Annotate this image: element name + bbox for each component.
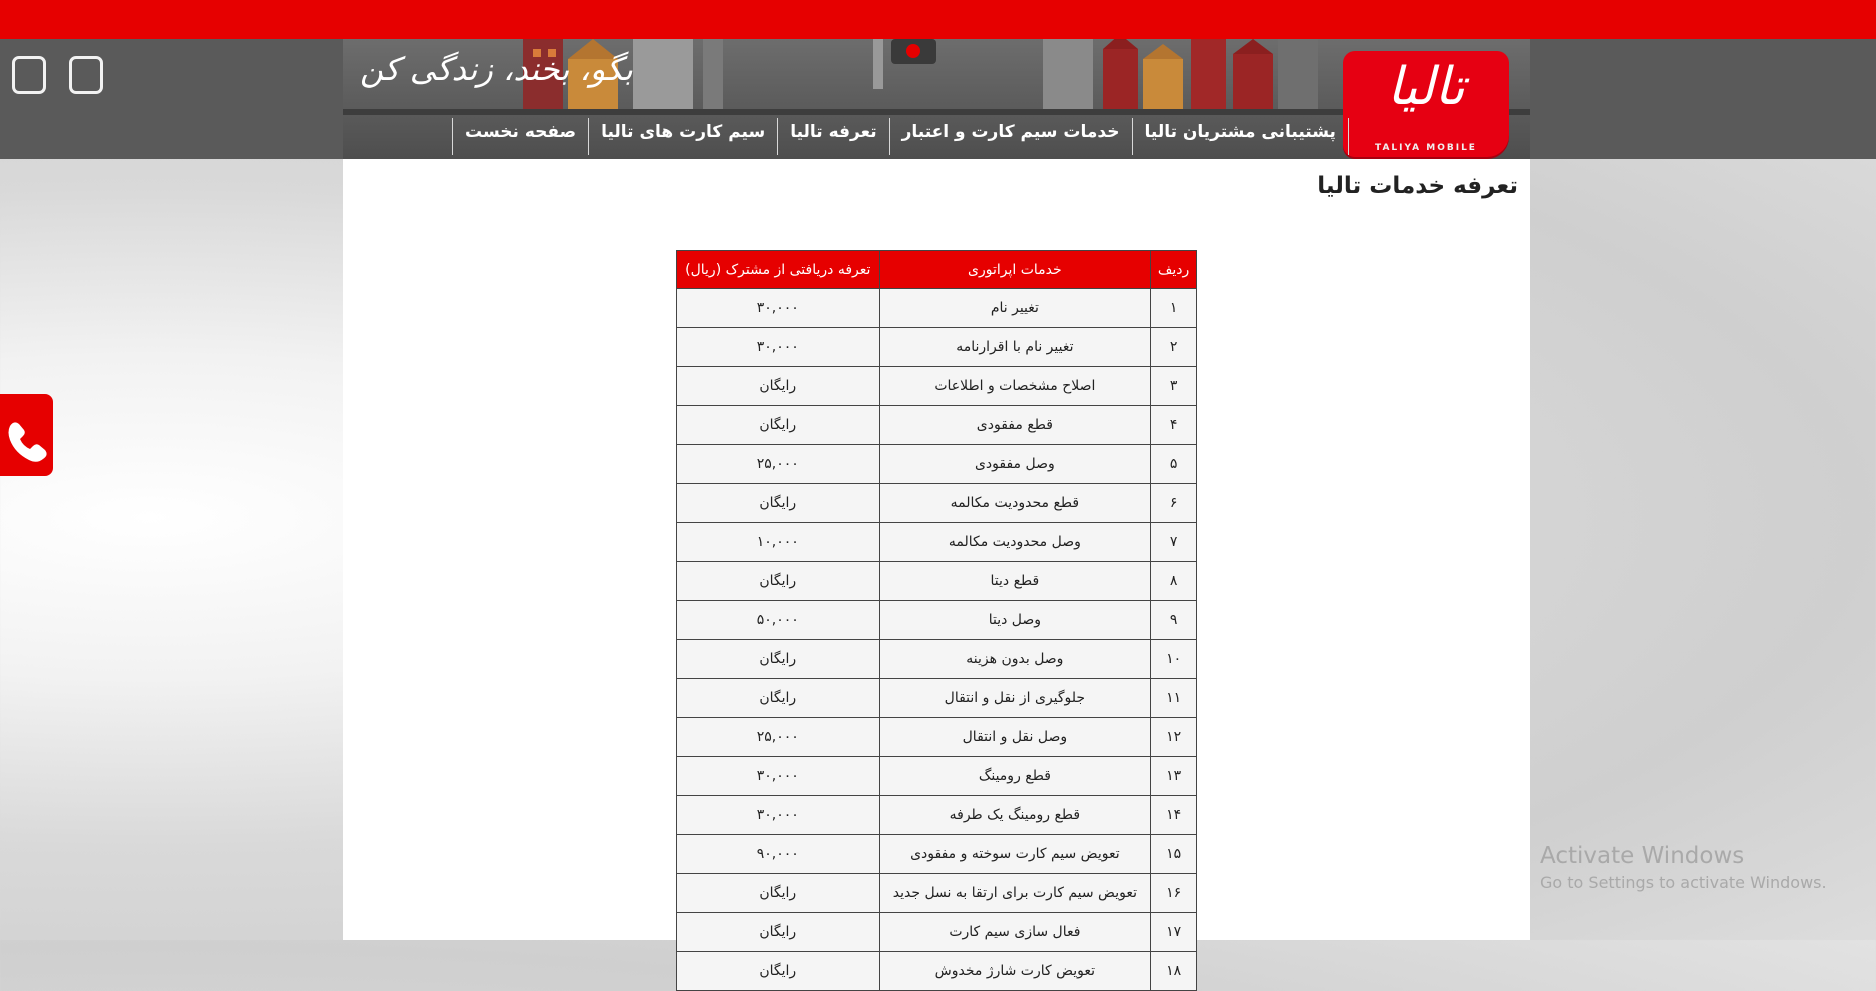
service-name: قطع مفقودی	[879, 406, 1151, 445]
table-row	[677, 445, 1197, 484]
row-number: ۱۴	[1151, 796, 1197, 835]
row-number: ۶	[1151, 484, 1197, 523]
table-row	[677, 679, 1197, 718]
row-number: ۳	[1151, 367, 1197, 406]
service-name: وصل نقل و انتقال	[879, 718, 1151, 757]
service-fee: رایگان	[677, 874, 880, 913]
service-name: تعویض سیم کارت سوخته و مفقودی	[879, 835, 1151, 874]
service-fee: ۲۵,۰۰۰	[677, 718, 880, 757]
service-fee: رایگان	[677, 406, 880, 445]
service-name: وصل محدودیت مکالمه	[879, 523, 1151, 562]
home-icon[interactable]	[69, 56, 103, 94]
table-row	[677, 757, 1197, 796]
service-name: تعویض سیم کارت برای ارتقا به نسل جدید	[879, 874, 1151, 913]
row-number: ۷	[1151, 523, 1197, 562]
service-name: وصل بدون هزینه	[879, 640, 1151, 679]
nav-item-home[interactable]: صفحه نخست	[452, 118, 588, 155]
page-title: تعرفه خدمات تالیا	[1317, 173, 1518, 199]
table-row	[677, 562, 1197, 601]
nav-item-support[interactable]: پشتیبانی مشتریان تالیا	[1132, 118, 1349, 155]
table-row	[677, 367, 1197, 406]
service-fee: ۳۰,۰۰۰	[677, 757, 880, 796]
service-fee: ۳۰,۰۰۰	[677, 328, 880, 367]
service-name: قطع رومینگ یک طرفه	[879, 796, 1151, 835]
row-number: ۲	[1151, 328, 1197, 367]
table-header-row	[677, 251, 1197, 289]
table-row	[677, 523, 1197, 562]
table-row	[677, 601, 1197, 640]
nav-item-tariff[interactable]: تعرفه تالیا	[777, 118, 888, 155]
service-name: تغییر نام با اقرارنامه	[879, 328, 1151, 367]
service-fee: رایگان	[677, 367, 880, 406]
service-fee: رایگان	[677, 679, 880, 718]
header-row-number: ردیف	[1151, 251, 1197, 289]
table-row	[677, 952, 1197, 991]
service-fee: ۵۰,۰۰۰	[677, 601, 880, 640]
service-name: قطع رومینگ	[879, 757, 1151, 796]
header-service: خدمات اپراتوری	[879, 251, 1151, 289]
nav-item-simcards[interactable]: سیم کارت های تالیا	[588, 118, 777, 155]
service-fee: ۱۰,۰۰۰	[677, 523, 880, 562]
support-icon[interactable]	[12, 56, 46, 94]
tariff-table	[676, 250, 1197, 991]
service-name: فعال سازی سیم کارت	[879, 913, 1151, 952]
service-fee: ۳۰,۰۰۰	[677, 289, 880, 328]
row-number: ۱	[1151, 289, 1197, 328]
nav-item-services[interactable]: خدمات سیم کارت و اعتبار	[889, 118, 1132, 155]
service-name: وصل دیتا	[879, 601, 1151, 640]
service-fee: رایگان	[677, 952, 880, 991]
row-number: ۹	[1151, 601, 1197, 640]
service-fee: ۲۵,۰۰۰	[677, 445, 880, 484]
row-number: ۱۱	[1151, 679, 1197, 718]
row-number: ۴	[1151, 406, 1197, 445]
row-number: ۱۶	[1151, 874, 1197, 913]
row-number: ۱۲	[1151, 718, 1197, 757]
table-row	[677, 874, 1197, 913]
header-fee: تعرفه دریافتی از مشترک (ریال)	[677, 251, 880, 289]
table-row	[677, 835, 1197, 874]
watermark-title: Activate Windows	[1540, 843, 1745, 869]
phone-icon	[0, 394, 53, 476]
main-content	[343, 159, 1530, 979]
row-number: ۱۵	[1151, 835, 1197, 874]
table-row	[677, 718, 1197, 757]
service-name: تعویض کارت شارژ مخدوش	[879, 952, 1151, 991]
service-fee: رایگان	[677, 913, 880, 952]
table-row	[677, 796, 1197, 835]
taliya-logo[interactable]	[1343, 51, 1509, 157]
top-red-strip	[0, 0, 1876, 39]
main-nav	[452, 118, 1349, 159]
call-button[interactable]	[0, 394, 53, 476]
table-row	[677, 406, 1197, 445]
row-number: ۱۰	[1151, 640, 1197, 679]
row-number: ۵	[1151, 445, 1197, 484]
row-number: ۸	[1151, 562, 1197, 601]
service-name: اصلاح مشخصات و اطلاعات	[879, 367, 1151, 406]
windows-activation-watermark	[1540, 843, 1827, 892]
row-number: ۱۸	[1151, 952, 1197, 991]
logo-text: تالیا	[1387, 57, 1465, 117]
row-number: ۱۷	[1151, 913, 1197, 952]
service-name: جلوگیری از نقل و انتقال	[879, 679, 1151, 718]
watermark-subtitle: Go to Settings to activate Windows.	[1540, 873, 1827, 892]
slogan: بگو، بخند، زندگی کن	[360, 50, 633, 88]
table-row	[677, 328, 1197, 367]
service-name: تغییر نام	[879, 289, 1151, 328]
service-name: قطع محدودیت مکالمه	[879, 484, 1151, 523]
service-fee: رایگان	[677, 640, 880, 679]
table-row	[677, 640, 1197, 679]
service-fee: ۹۰,۰۰۰	[677, 835, 880, 874]
service-name: قطع دیتا	[879, 562, 1151, 601]
table-row	[677, 913, 1197, 952]
service-fee: رایگان	[677, 484, 880, 523]
logo-subtext: TALIYA MOBILE	[1375, 143, 1477, 153]
service-fee: ۳۰,۰۰۰	[677, 796, 880, 835]
table-row	[677, 289, 1197, 328]
service-name: وصل مفقودی	[879, 445, 1151, 484]
service-fee: رایگان	[677, 562, 880, 601]
table-row	[677, 484, 1197, 523]
row-number: ۱۳	[1151, 757, 1197, 796]
